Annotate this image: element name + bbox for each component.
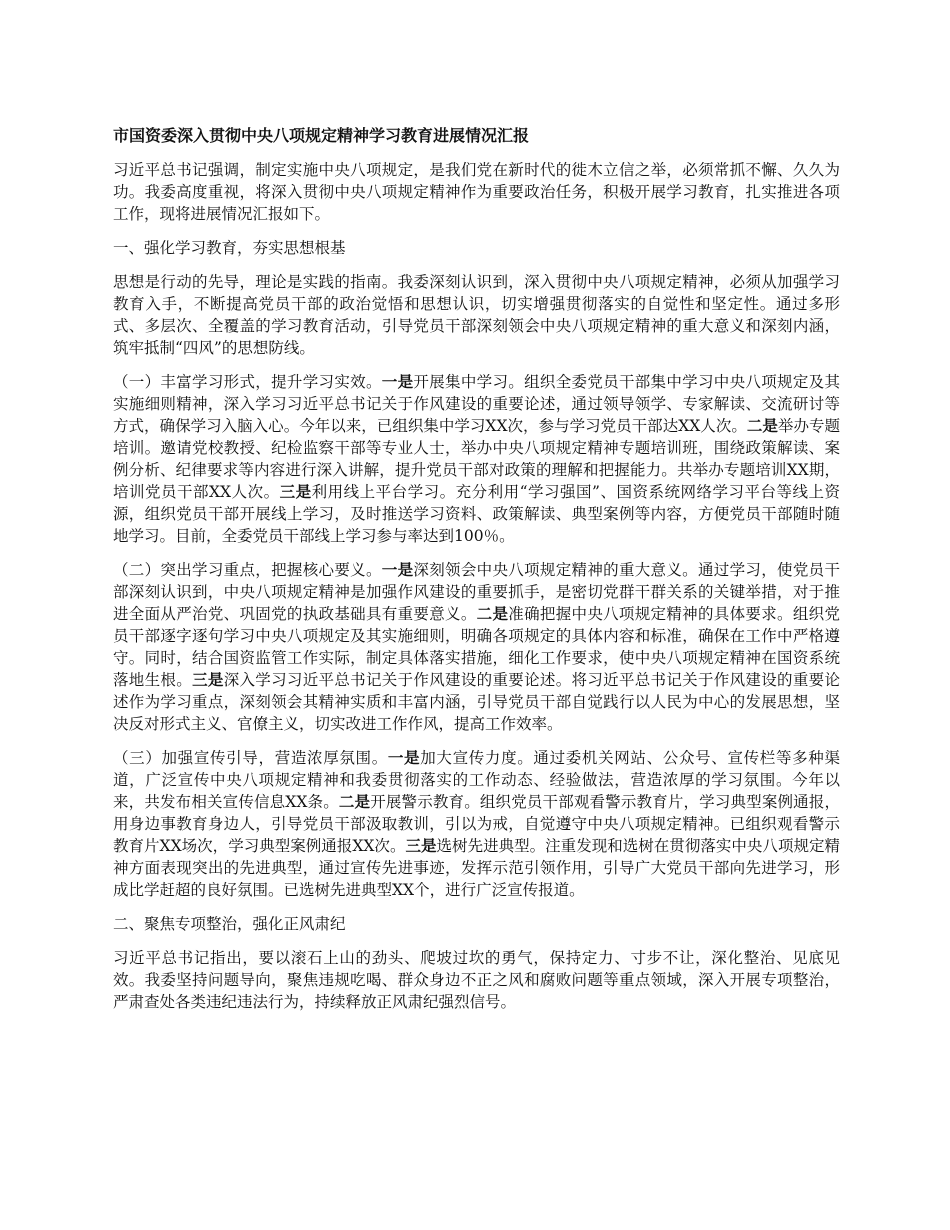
section-2-lead-paragraph: 习近平总书记指出，要以滚石上山的劲头、爬坡过坎的勇气，保持定力、寸步不让，深化整治、见底见效。我委坚持问题导向，聚焦违规吃喝、群众身边不正之风和腐败问题等重点领域，深入开展专项整治，严肃查处各类违纪违法行为，持续释放正风肃纪强烈信号。 — [113, 949, 840, 1011]
point-2-text: 准确把握中央八项规定精神的具体要求。组织党员干部逐字逐句学习中央八项规定及其实施细则，明确各项规定的具体内容和标准，确保在工作中严格遵守。同时，结合国资监管工作实际，制定具体落实措施，细化工作要求，使中央八项规定精神在国资系统落地生根。 — [113, 605, 840, 689]
subsection-1-paragraph — [113, 371, 840, 547]
point-1-text: 深刻领会中央八项规定精神的重大意义。通过学习，使党员干部深刻认识到，中央八项规定精神是加强作风建设的重要抓手，是密切党群干群关系的关键举措，对于推进全面从严治党、巩固党的执政基础具有重要意义。 — [113, 561, 840, 623]
point-2-label: 二是 — [476, 604, 509, 623]
point-3-label: 三是 — [405, 836, 437, 855]
point-1-text: 加大宣传力度。通过委机关网站、公众号、宣传栏等多种渠道，广泛宣传中央八项规定精神和我委贯彻落实的工作动态、经验做法，营造浓厚的学习氛围。今年以来，共发布相关宣传信息XX条。 — [113, 749, 840, 811]
point-3-text: 深入学习习近平总书记关于作风建设的重要论述。将习近平总书记关于作风建设的重要论述作为学习重点，深刻领会其精神实质和丰富内涵，引导党员干部自觉践行以人民为中心的发展思想，坚决反对形式主义、官僚主义，切实改进工作作风，提高工作效率。 — [113, 671, 840, 733]
subsection-3-intro: （三）加强宣传引导，营造浓厚氛围。 — [113, 749, 388, 767]
point-3-label: 三是 — [192, 670, 224, 689]
point-3-label: 三是 — [279, 482, 312, 501]
document-body — [113, 125, 840, 1025]
intro-paragraph: 习近平总书记强调，制定实施中央八项规定，是我们党在新时代的徙木立信之举，必须常抓不懈、久久为功。我委高度重视，将深入贯彻中央八项规定精神作为重要政治任务，积极开展学习教育，扎实推进各项工作，现将进展情况汇报如下。 — [113, 161, 840, 223]
subsection-2-intro: （二）突出学习重点，把握核心要义。 — [113, 561, 382, 579]
subsection-3-paragraph — [113, 747, 840, 901]
point-1-label: 一是 — [381, 560, 414, 579]
subsection-2-paragraph — [113, 559, 840, 735]
point-1-text: 开展集中学习。组织全委党员干部集中学习中央八项规定及其实施细则精神，深入学习习近平总书记关于作风建设的重要论述，通过领导领学、专家解读、交流研讨等方式，确保学习入脑入心。今年以来，已组织集中学习XX次，参与学习党员干部达XX人次。 — [113, 373, 840, 435]
point-1-label: 一是 — [387, 748, 421, 767]
section-1-heading: 一、强化学习教育，夯实思想根基 — [113, 239, 346, 257]
point-2-text: 开展警示教育。组织党员干部观看警示教育片，学习典型案例通报，用身边事教育身边人，引导党员干部汲取教训，引以为戒，自觉遵守中央八项规定精神。已组织观看警示教育片XX场次，学习典型案例通报XX次。 — [113, 793, 840, 855]
point-1-label: 一是 — [381, 372, 414, 391]
point-2-label: 二是 — [746, 416, 778, 435]
point-2-text: 举办专题培训。邀请党校教授、纪检监察干部等专业人士，举办中央八项规定精神专题培训班，围绕政策解读、案例分析、纪律要求等内容进行深入讲解，提升党员干部对政策的理解和把握能力。共举办专题培训XX期，培训党员干部XX人次。 — [113, 417, 840, 501]
section-2-heading: 二、聚焦专项整治，强化正风肃纪 — [113, 915, 346, 933]
point-2-label: 二是 — [338, 792, 371, 811]
point-3-text: 选树先进典型。注重发现和选树在贯彻落实中央八项规定精神方面表现突出的先进典型，通过宣传先进事迹，发挥示范引领作用，引导广大党员干部向先进学习，形成比学赶超的良好氛围。已选树先进典型XX个，进行广泛宣传报道。 — [113, 837, 840, 899]
point-3-text: 利用线上平台学习。充分利用“学习强国”、国资系统网络学习平台等线上资源，组织党员干部开展线上学习，及时推送学习资料、政策解读、典型案例等内容，方便党员干部随时随地学习。目前，全委党员干部线上学习参与率达到100％。 — [113, 483, 840, 545]
section-1-lead-paragraph: 思想是行动的先导，理论是实践的指南。我委深刻认识到，深入贯彻中央八项规定精神，必须从加强学习教育入手，不断提高党员干部的政治觉悟和思想认识，切实增强贯彻落实的自觉性和坚定性。通过多形式、多层次、全覆盖的学习教育活动，引导党员干部深刻领会中央八项规定精神的重大意义和深刻内涵，筑牢抵制“四风”的思想防线。 — [113, 273, 840, 357]
document-title: 市国资委深入贯彻中央八项规定精神学习教育进展情况汇报 — [113, 126, 530, 145]
subsection-1-intro: （一）丰富学习形式，提升学习实效。 — [113, 373, 382, 391]
